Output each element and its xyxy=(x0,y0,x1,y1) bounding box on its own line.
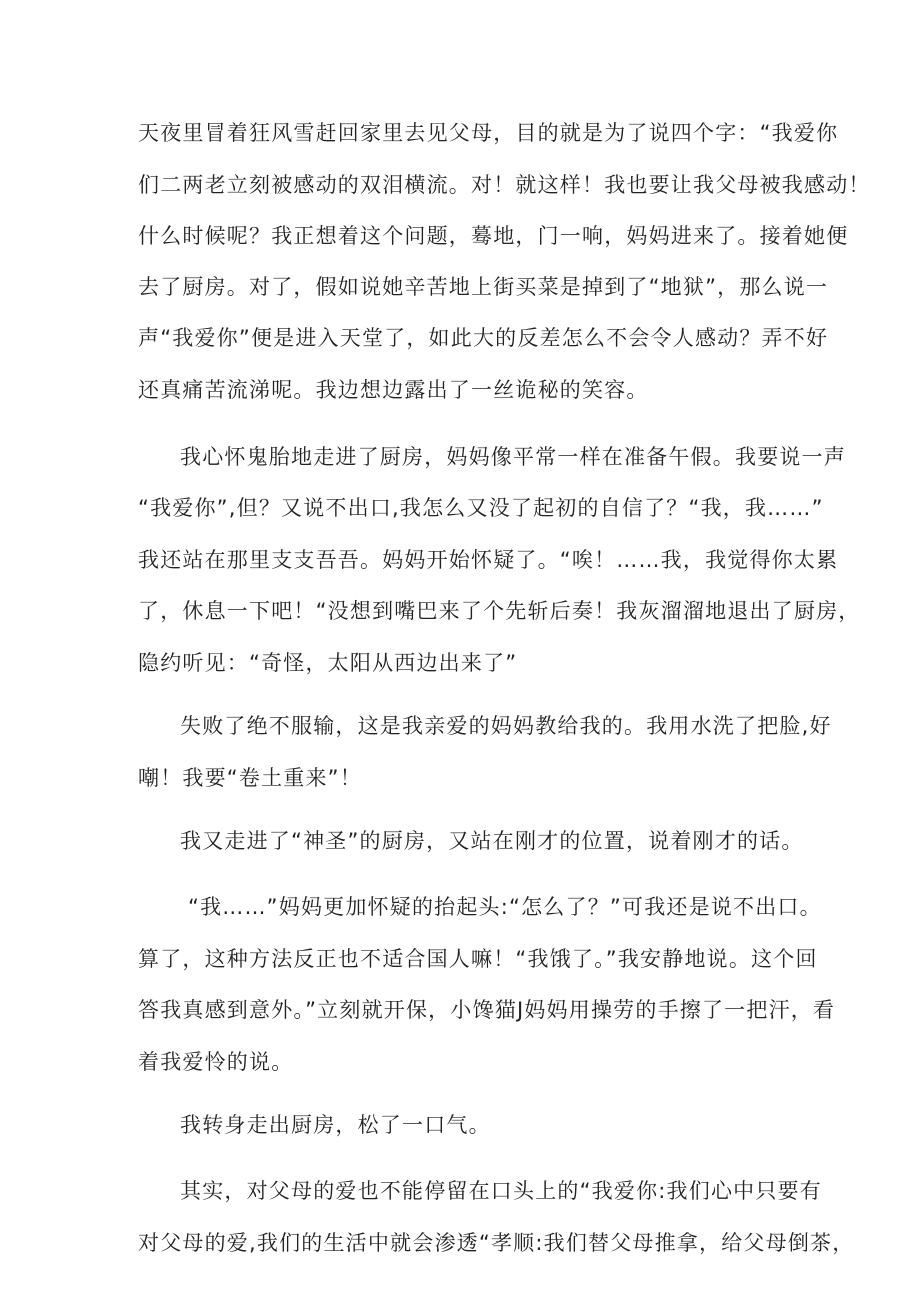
text-line: 声“我爱你”便是进入天堂了，如此大的反差怎么不会令人感动？弄不好 xyxy=(138,326,829,350)
text-line: 隐约听见：“奇怪，太阳从西边出来了” xyxy=(138,651,518,675)
text-line: 失败了绝不服输，这是我亲爱的妈妈教给我的。我用水洗了把脸,好 xyxy=(180,714,832,738)
text-line: 我转身走出厨房，松了一口气。 xyxy=(180,1113,491,1137)
text-line: 了，休息一下吧！“没想到嘴巴来了个先斩后奏！我灰溜溜地退出了厨房， xyxy=(138,599,861,623)
text-line: 着我爱怜的说。 xyxy=(138,1050,294,1074)
text-line: 们二两老立刻被感动的双泪横流。对！就这样！我也要让我父母被我感动！ xyxy=(138,173,871,197)
text-line: 我又走进了“神圣”的厨房，又站在刚才的位置，说着刚才的话。 xyxy=(180,829,804,853)
text-line: 我心怀鬼胎地走进了厨房，妈妈像平常一样在准备午假。我要说一声 xyxy=(180,445,846,469)
text-line: 去了厨房。对了，假如说她辛苦地上街买菜是掉到了“地狱”，那么说一 xyxy=(138,275,829,299)
text-line: 嘲！我要“卷土重来”！ xyxy=(138,766,362,790)
text-line: 对父母的爱,我们的生活中就会渗透“孝顺:我们替父母推拿，给父母倒茶， xyxy=(138,1231,855,1255)
text-line: 其实，对父母的爱也不能停留在口头上的“我爱你:我们心中只要有 xyxy=(180,1179,822,1203)
text-line: “我……”妈妈更加怀疑的抬起头:“怎么了？”可我还是说不出口。 xyxy=(188,895,822,919)
text-line: 还真痛苦流涕呢。我边想边露出了一丝诡秘的笑容。 xyxy=(138,378,649,402)
text-line: 答我真感到意外。”立刻就开保，小馋猫J妈妈用操劳的手擦了一把汗，看 xyxy=(138,998,836,1022)
text-line: 算了，这种方法反正也不适合国人嘛！“我饿了。”我安静地说。这个回 xyxy=(138,947,818,971)
text-line: 什么时候呢？我正想着这个问题，蓦地，门一响，妈妈进来了。接着她便 xyxy=(138,224,849,248)
text-line: “我爱你”,但？又说不出口,我怎么又没了起初的自信了？“我，我……” xyxy=(138,496,824,520)
text-line: 我还站在那里支支吾吾。妈妈开始怀疑了。“唉！……我，我觉得你太累 xyxy=(138,548,839,572)
text-line: 天夜里冒着狂风雪赶回家里去见父母，目的就是为了说四个字：“我爱你 xyxy=(138,121,839,145)
